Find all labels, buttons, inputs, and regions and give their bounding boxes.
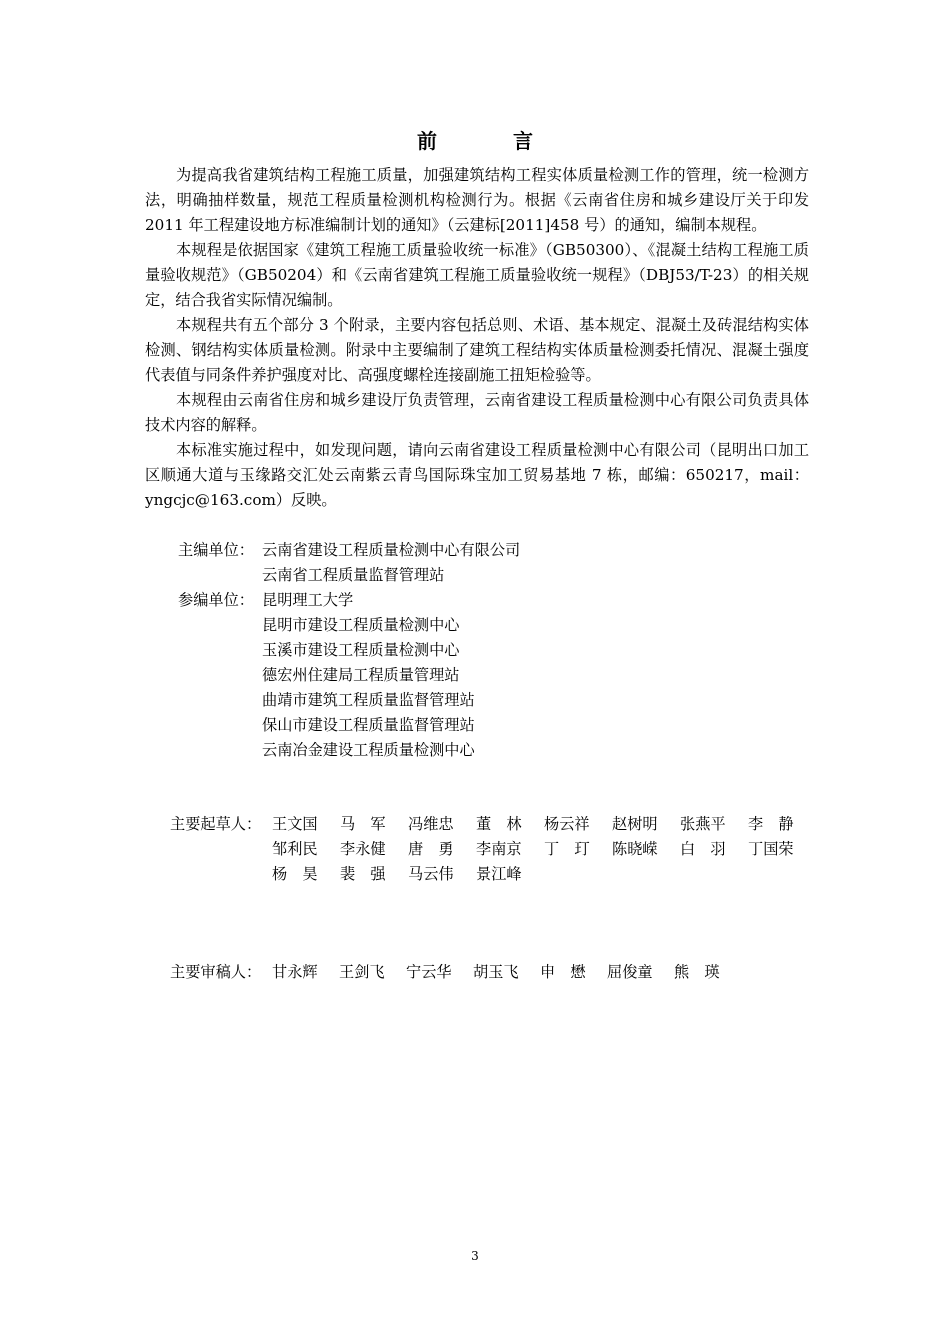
units-section xyxy=(178,538,520,763)
reviewer-name: 熊 瑛 xyxy=(674,963,720,981)
drafters-list xyxy=(272,812,816,887)
drafter-name: 马 军 xyxy=(340,815,386,833)
unit-label-spacer xyxy=(178,663,262,688)
reviewer-name: 宁云华 xyxy=(406,963,452,981)
reviewer-name: 胡玉飞 xyxy=(473,963,519,981)
chief-editor-unit: 云南省工程质量监督管理站 xyxy=(262,566,445,584)
participating-unit: 云南冶金建设工程质量检测中心 xyxy=(262,741,475,759)
drafter-name: 张燕平 xyxy=(680,815,726,833)
unit-label-spacer xyxy=(178,713,262,738)
reviewer-name: 王剑飞 xyxy=(339,963,385,981)
drafter-name: 李南京 xyxy=(476,840,522,858)
drafter-name: 李永健 xyxy=(340,840,386,858)
chief-editor-row xyxy=(178,563,520,588)
drafter-name: 王文国 xyxy=(272,815,318,833)
drafter-name: 赵树明 xyxy=(612,815,658,833)
drafter-name: 陈晓嵘 xyxy=(612,840,658,858)
participating-row xyxy=(178,588,520,613)
participating-label: 参编单位： xyxy=(178,591,254,609)
participating-unit: 保山市建设工程质量监督管理站 xyxy=(262,716,475,734)
unit-label-spacer xyxy=(178,563,262,588)
reviewers-list xyxy=(272,960,741,985)
participating-unit: 德宏州住建局工程质量管理站 xyxy=(262,666,460,684)
reviewers-label: 主要审稿人： xyxy=(170,963,262,981)
drafter-name: 白 羽 xyxy=(680,840,726,858)
paragraph-management: 本规程由云南省住房和城乡建设厅负责管理，云南省建设工程质量检测中心有限公司负责具体技术内容的解释。 xyxy=(145,391,809,434)
participating-unit: 昆明市建设工程质量检测中心 xyxy=(262,616,460,634)
participating-row xyxy=(178,638,520,663)
unit-label-spacer xyxy=(178,738,262,763)
drafter-name: 唐 勇 xyxy=(408,840,454,858)
participating-row xyxy=(178,738,520,763)
unit-label-spacer xyxy=(178,638,262,663)
reviewer-name: 甘永辉 xyxy=(272,963,318,981)
participating-row xyxy=(178,613,520,638)
reviewer-name: 申 懋 xyxy=(540,963,586,981)
drafter-name: 丁国荣 xyxy=(748,840,794,858)
page-number: 3 xyxy=(471,1249,479,1263)
reviewer-name: 屈俊童 xyxy=(607,963,653,981)
drafter-name: 冯维忠 xyxy=(408,815,454,833)
chief-editor-row xyxy=(178,538,520,563)
preface-body xyxy=(145,163,809,513)
drafter-name: 杨云祥 xyxy=(544,815,590,833)
drafter-name: 丁 玎 xyxy=(544,840,590,858)
paragraph-contents: 本规程共有五个部分 3 个附录，主要内容包括总则、术语、基本规定、混凝土及砖混结构实体检测、钢结构实体质量检测。附录中主要编制了建筑工程结构实体质量检测委托情况、混凝土强度代表值与同条件养护强度对比、高强度螺栓连接副施工扭矩检验等。 xyxy=(145,316,809,384)
drafter-name: 李 静 xyxy=(748,815,794,833)
drafter-name: 邹利民 xyxy=(272,840,318,858)
paragraph-basis: 本规程是依据国家《建筑工程施工质量验收统一标准》（GB50300）、《混凝土结构工程施工质量验收规范》（GB50204）和《云南省建筑工程施工质量验收统一规程》（DBJ53/T-23）的相关规定，结合我省实际情况编制。 xyxy=(145,241,809,309)
drafters-label: 主要起草人： xyxy=(170,815,262,833)
page-title: 前 言 xyxy=(417,129,561,153)
paragraph-feedback: 本标准实施过程中，如发现问题，请向云南省建设工程质量检测中心有限公司（昆明出口加工区顺通大道与玉缘路交汇处云南紫云青鸟国际珠宝加工贸易基地 7 栋，邮编：650217，mail：yngcjc@163.com）反映。 xyxy=(145,441,809,509)
drafter-name: 董 林 xyxy=(476,815,522,833)
participating-row xyxy=(178,663,520,688)
participating-row xyxy=(178,688,520,713)
participating-unit: 曲靖市建筑工程质量监督管理站 xyxy=(262,691,475,709)
unit-label-spacer xyxy=(178,688,262,713)
drafter-name: 马云伟 xyxy=(408,865,454,883)
chief-editor-label: 主编单位： xyxy=(178,541,254,559)
drafter-name: 景江峰 xyxy=(476,865,522,883)
drafter-name: 杨 昊 xyxy=(272,865,318,883)
participating-unit: 昆明理工大学 xyxy=(262,591,354,609)
chief-editor-unit: 云南省建设工程质量检测中心有限公司 xyxy=(262,541,521,559)
paragraph-purpose: 为提高我省建筑结构工程施工质量，加强建筑结构工程实体质量检测工作的管理，统一检测方法，明确抽样数量，规范工程质量检测机构检测行为。根据《云南省住房和城乡建设厅关于印发 2011 年工程建设地方标准编制计划的通知》（云建标[2011]458 号）的通知，编制本规程。 xyxy=(145,166,809,234)
participating-unit: 玉溪市建设工程质量检测中心 xyxy=(262,641,460,659)
drafter-name: 裴 强 xyxy=(340,865,386,883)
participating-row xyxy=(178,713,520,738)
unit-label-spacer xyxy=(178,613,262,638)
